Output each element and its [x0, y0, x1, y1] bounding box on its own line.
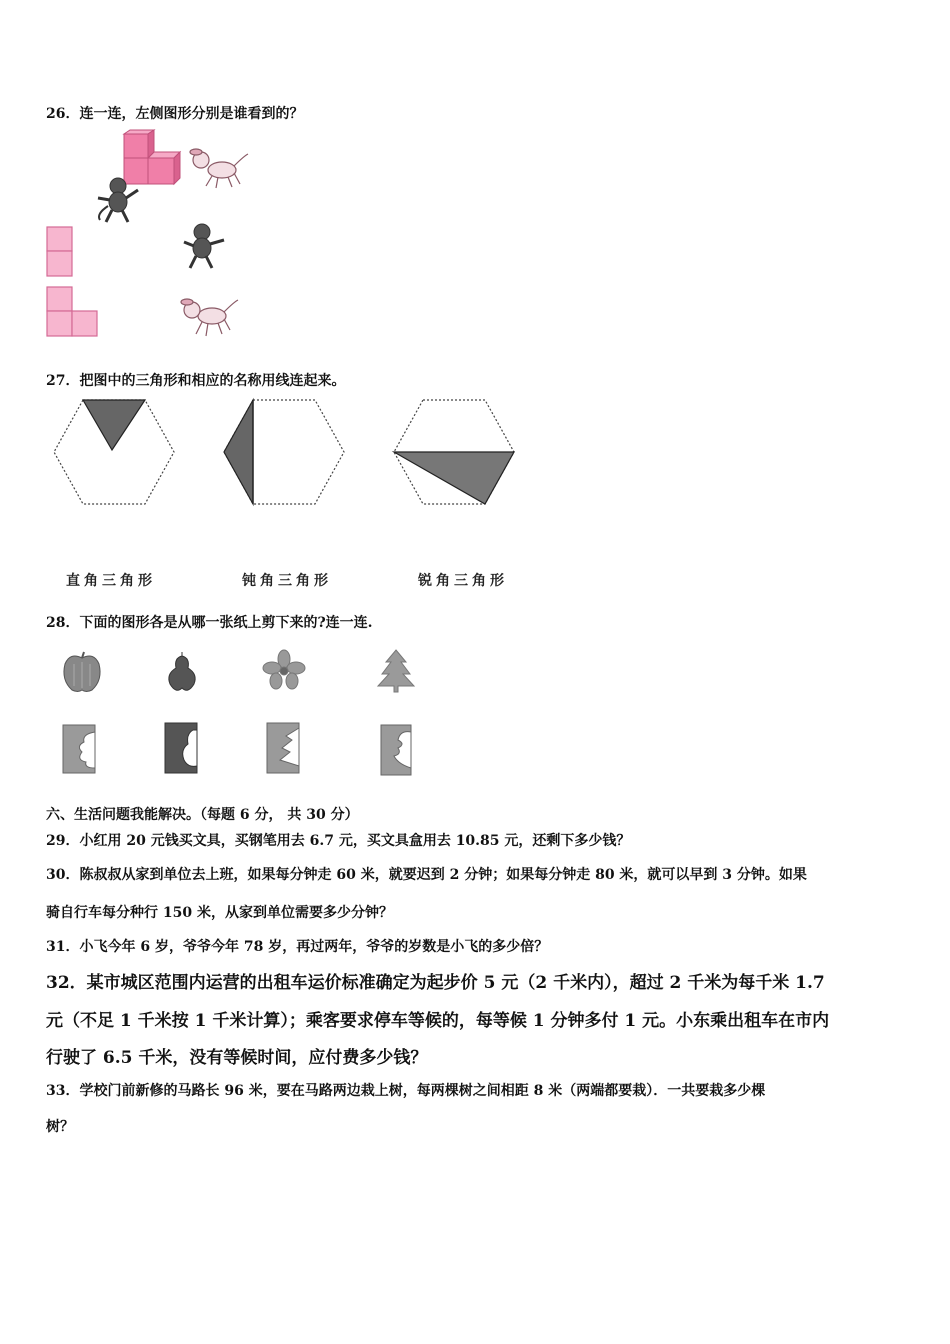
- hexagon-right-triangle: [222, 398, 346, 506]
- tree-cutout: [374, 648, 418, 692]
- flower-cutout: [262, 650, 306, 690]
- q28-text: 28．下面的图形各是从哪一张纸上剪下来的?连一连.: [46, 615, 373, 631]
- paper-d: [380, 724, 412, 776]
- monkey-figure-right: [180, 222, 228, 270]
- hexagon-acute-triangle: [52, 398, 176, 506]
- q32-line2: 元（不足 1 千米按 1 千米计算）；乘客要求停车等候的，每等候 1 分钟多付 1 元。小东乘出租车在市内: [46, 1011, 830, 1031]
- gourd-cutout: [162, 648, 202, 694]
- q30-line2: 骑自行车每分种行 150 米，从家到单位需要多少分钟？: [46, 905, 393, 921]
- apple-cutout: [60, 650, 104, 694]
- monkey-figure-top: [92, 176, 142, 224]
- q29-text: 29．小红用 20 元钱买文具，买钢笔用去 6.7 元，买文具盒用去 10.85 元，还剩下多少钱？: [46, 833, 631, 849]
- three-square-l-view: [46, 286, 100, 338]
- dog-figure: [188, 146, 250, 190]
- section6-heading: 六、生活问题我能解决。（每题 6 分， 共 30 分）: [46, 807, 359, 823]
- paper-a: [62, 724, 96, 774]
- q30-line1: 30．陈叔叔从家到单位去上班，如果每分钟走 60 米，就要迟到 2 分钟；如果每分钟走 80 米，就可以早到 3 分钟。如果: [46, 867, 807, 883]
- label-obtuse-triangle: 钝角三角形: [242, 573, 332, 589]
- paper-b: [164, 722, 198, 774]
- q32-line3: 行驶了 6.5 千米，没有等候时间，应付费多少钱？: [46, 1048, 428, 1068]
- label-right-triangle: 直角三角形: [66, 573, 156, 589]
- hexagon-obtuse-triangle: [392, 398, 516, 506]
- paper-c: [266, 722, 300, 774]
- label-acute-triangle: 锐角三角形: [418, 573, 508, 589]
- two-square-vertical-view: [46, 226, 74, 278]
- q33-line1: 33．学校门前新修的马路长 96 米，要在马路两边栽上树，每两棵树之间相距 8 米（两端都要栽）．一共要栽多少棵: [46, 1083, 766, 1099]
- q31-text: 31．小飞今年 6 岁，爷爷今年 78 岁，再过两年，爷爷的岁数是小飞的多少倍？: [46, 939, 549, 955]
- q33-line2: 树？: [46, 1119, 74, 1135]
- q32-line1: 32．某市城区范围内运营的出租车运价标准确定为起步价 5 元（2 千米内），超过 2 千米为每千米 1.7: [46, 973, 825, 993]
- q26-text: 26．连一连，左侧图形分别是谁看到的？: [46, 106, 304, 122]
- q27-text: 27．把图中的三角形和相应的名称用线连起来。: [46, 373, 346, 389]
- dog-figure-bottom: [180, 294, 242, 338]
